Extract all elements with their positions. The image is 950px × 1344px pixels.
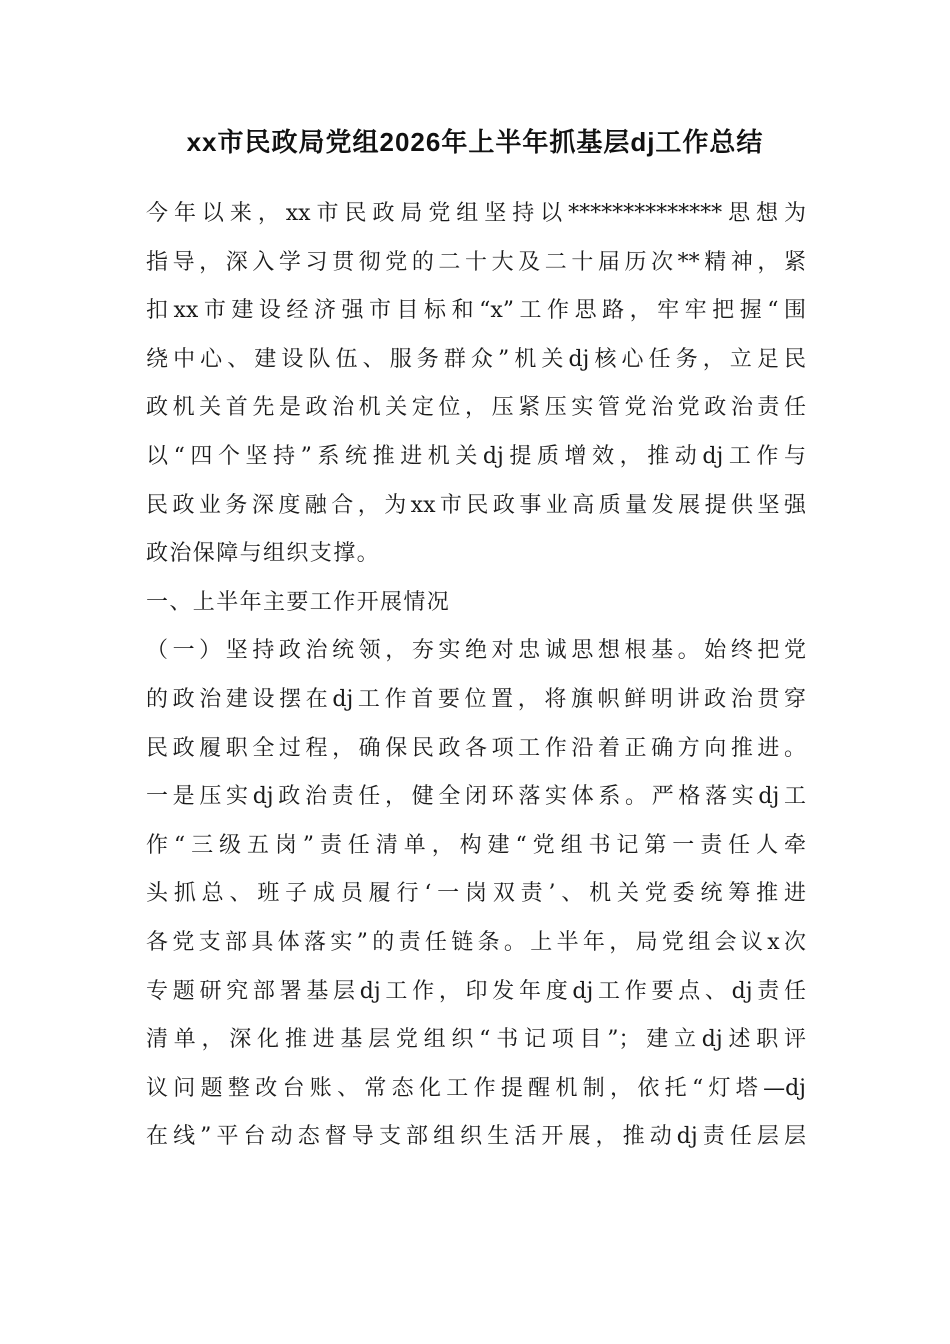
paragraph-line: （一）坚持政治统领，夯实绝对忠诚思想根基。始终把党 (146, 638, 806, 664)
paragraph-line: 在线”平台动态督导支部组织生活开展，推动dj责任层层 (146, 1124, 806, 1150)
paragraph-line: 的政治建设摆在dj工作首要位置，将旗帜鲜明讲政治贯穿 (146, 686, 806, 712)
document-title: xx市民政局党组2026年上半年抓基层dj工作总结 (186, 127, 764, 157)
paragraph-line: 专题研究部署基层dj工作，印发年度dj工作要点、dj责任 (146, 978, 806, 1004)
paragraph-line: 扣xx市建设经济强市目标和“x”工作思路，牢牢把握“围 (146, 298, 806, 324)
paragraph-line: 清单，深化推进基层党组织“书记项目”；建立dj述职评 (146, 1027, 806, 1053)
section-heading: 一、上半年主要工作开展情况 (146, 589, 451, 615)
paragraph-line: 民政业务深度融合，为xx市民政事业高质量发展提供坚强 (146, 492, 806, 518)
paragraph-line: 政机关首先是政治机关定位，压紧压实管党治党政治责任 (146, 395, 806, 421)
paragraph-line: 指导，深入学习贯彻党的二十大及二十届历次**精神，紧 (146, 249, 806, 275)
document-body (146, 190, 806, 1162)
paragraph-line: 议问题整改台账、常态化工作提醒机制，依托“灯塔—dj (146, 1075, 806, 1101)
paragraph-line: 今年以来，xx市民政局党组坚持以**************思想为 (146, 201, 806, 226)
paragraph-line: 头抓总、班子成员履行‘一岗双责’、机关党委统筹推进 (146, 881, 806, 907)
paragraph-line: 以“四个坚持”系统推进机关dj提质增效，推动dj工作与 (146, 443, 806, 469)
paragraph-line: 民政履职全过程，确保民政各项工作沿着正确方向推进。 (146, 735, 806, 761)
paragraph-line: 政治保障与组织支撑。 (146, 541, 381, 567)
paragraph-line: 一是压实dj政治责任，健全闭环落实体系。严格落实dj工 (146, 784, 806, 810)
paragraph-line: 作“三级五岗”责任清单，构建“党组书记第一责任人牵 (146, 832, 806, 858)
paragraph-line: 绕中心、建设队伍、服务群众”机关dj核心任务，立足民 (146, 346, 806, 372)
paragraph-line: 各党支部具体落实”的责任链条。上半年，局党组会议x次 (146, 929, 806, 955)
